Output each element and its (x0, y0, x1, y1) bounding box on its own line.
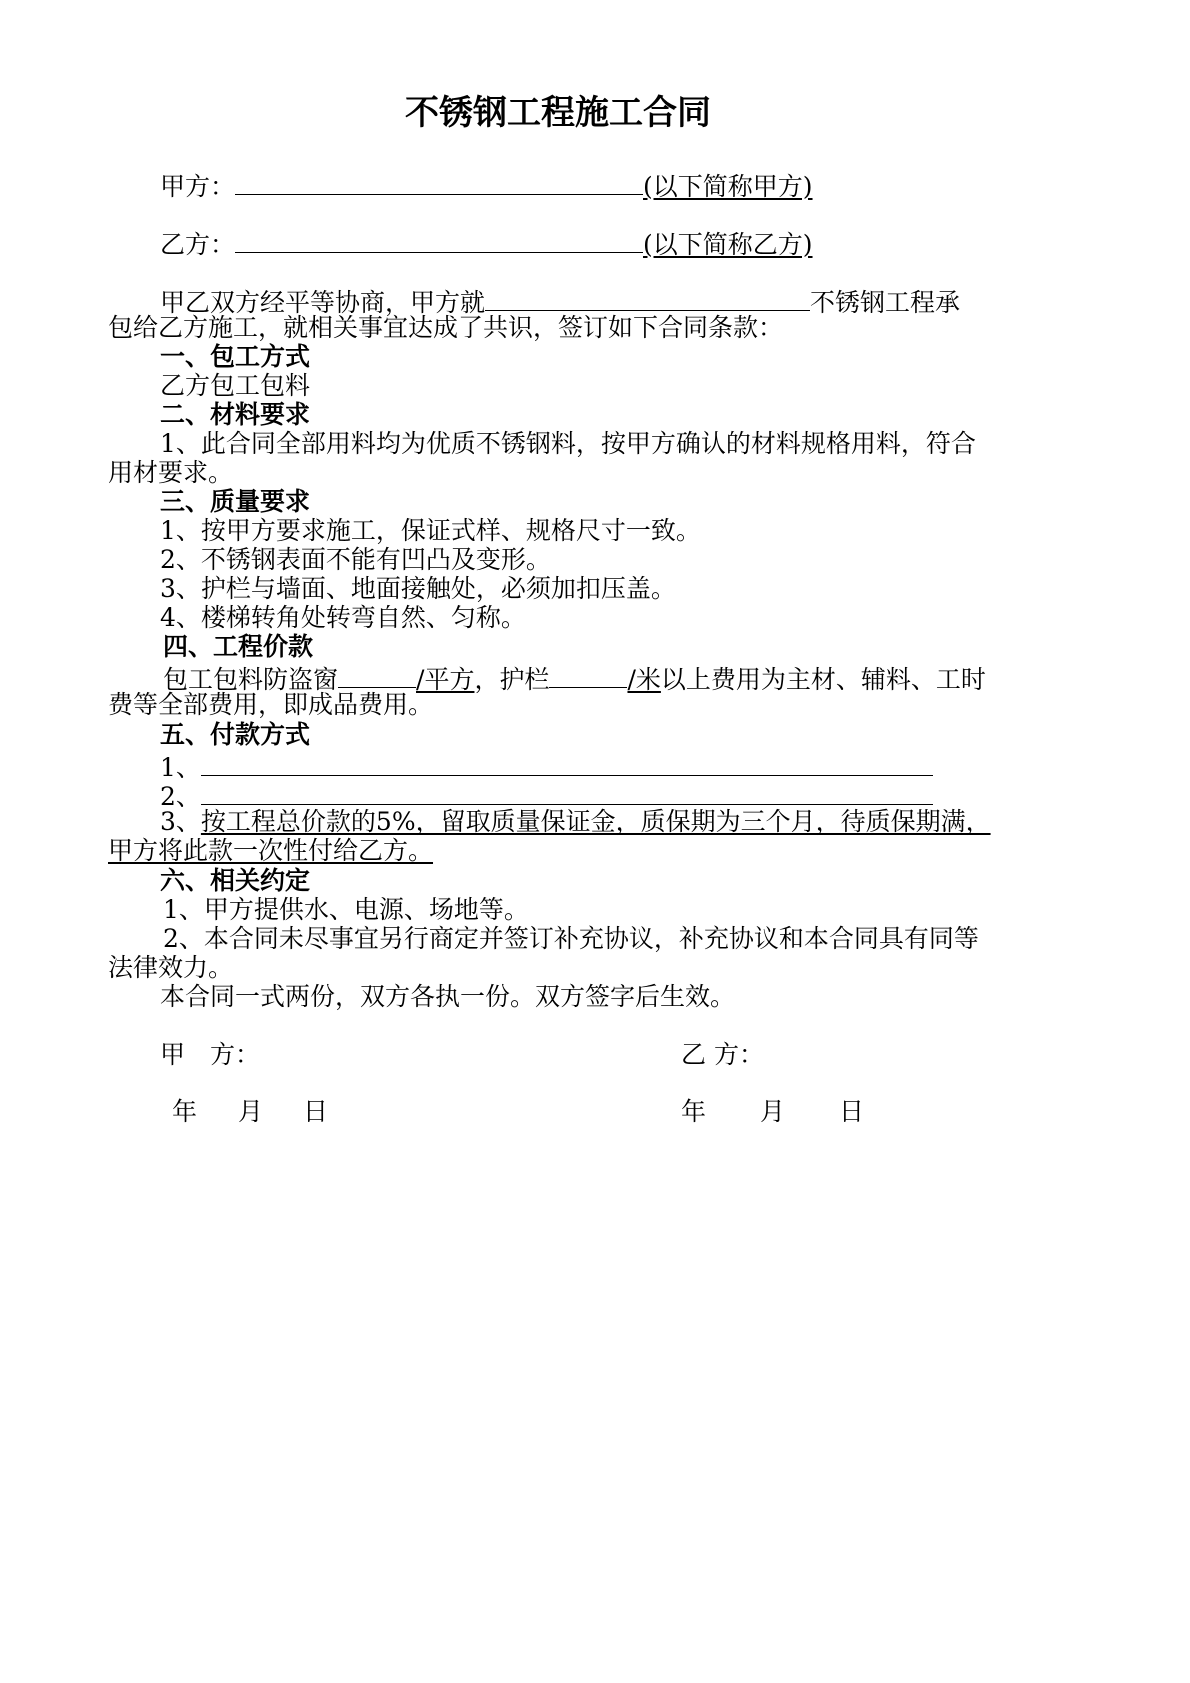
railing-price-unit: /米 (627, 665, 661, 694)
party-b-suffix: (以下简称乙方) (643, 230, 813, 259)
date-b-year: 年 (681, 1097, 707, 1126)
party-a-suffix: (以下简称甲方) (643, 172, 813, 201)
section-3-item-4: 4、楼梯转角处转弯自然、匀称。 (160, 603, 526, 632)
page-title: 不锈钢工程施工合同 (405, 93, 711, 133)
section-6-item-2-line-1: 2、本合同未尽事宜另行商定并签订补充协议，补充协议和本合同具有同等 (163, 924, 979, 953)
section-4-line-2: 费等全部费用，即成品费用。 (108, 690, 434, 719)
price-text-a: 包工包料防盗窗 (163, 665, 339, 694)
section-6-heading: 六、相关约定 (160, 866, 311, 895)
section-3-item-1: 1、按甲方要求施工，保证式样、规格尺寸一致。 (160, 516, 701, 545)
intro-text-b: 不锈钢工程承 (810, 288, 961, 317)
section-5-heading: 五、付款方式 (160, 720, 311, 749)
payment-item-2-blank (201, 778, 933, 805)
party-a-label: 甲方： (160, 172, 236, 201)
price-text-c: 以上费用为主材、辅料、工时 (660, 665, 986, 694)
date-a-month: 月 (238, 1097, 264, 1126)
section-2-line-2: 用材要求。 (108, 458, 234, 487)
window-price-blank (338, 661, 416, 688)
party-a-blank (235, 168, 643, 195)
payment-item-3-text: 按工程总价款的5%，留取质量保证金，质保期为三个月，待质保期满， (200, 807, 991, 836)
payment-item-2-number: 2、 (160, 782, 201, 811)
payment-item-3-line-2: 甲方将此款一次性付给乙方。 (108, 836, 434, 865)
section-3-item-3: 3、护栏与墙面、地面接触处，必须加扣压盖。 (160, 574, 676, 603)
payment-item-3 (160, 807, 991, 837)
section-3-heading: 三、质量要求 (160, 487, 311, 516)
closing-statement: 本合同一式两份，双方各执一份。双方签字后生效。 (160, 982, 736, 1011)
section-1-heading: 一、包工方式 (160, 342, 311, 371)
date-a-year: 年 (172, 1097, 198, 1126)
section-6-item-2-line-2: 法律效力。 (108, 953, 234, 982)
section-2-line-1: 1、此合同全部用料均为优质不锈钢料，按甲方确认的材料规格用料，符合 (160, 429, 976, 458)
window-price-unit: /平方 (416, 665, 475, 694)
payment-item-1-blank (201, 749, 933, 776)
signature-party-a: 甲 方： (160, 1040, 261, 1069)
party-b-label: 乙方： (160, 230, 236, 259)
project-name-blank (485, 284, 810, 311)
intro-line-2: 包给乙方施工，就相关事宜达成了共识，签订如下合同条款： (108, 313, 784, 342)
payment-item-3-number: 3、 (160, 807, 201, 836)
date-b-day: 日 (839, 1097, 865, 1126)
section-6-item-1: 1、甲方提供水、电源、场地等。 (163, 895, 529, 924)
payment-item-1-number: 1、 (160, 753, 201, 782)
signature-party-b: 乙 方： (681, 1040, 764, 1069)
intro-text-a: 甲乙双方经平等协商，甲方就 (160, 288, 486, 317)
section-2-heading: 二、材料要求 (160, 400, 311, 429)
railing-price-blank (549, 661, 627, 688)
party-b-blank (235, 226, 643, 253)
party-b-line (160, 226, 813, 260)
section-4-heading: 四、工程价款 (163, 632, 314, 661)
section-1-text: 乙方包工包料 (160, 371, 311, 400)
party-a-line (160, 168, 813, 202)
date-b-month: 月 (760, 1097, 786, 1126)
price-text-b: ，护栏 (474, 665, 550, 694)
date-a-day: 日 (303, 1097, 329, 1126)
section-3-item-2: 2、不锈钢表面不能有凹凸及变形。 (160, 545, 551, 574)
